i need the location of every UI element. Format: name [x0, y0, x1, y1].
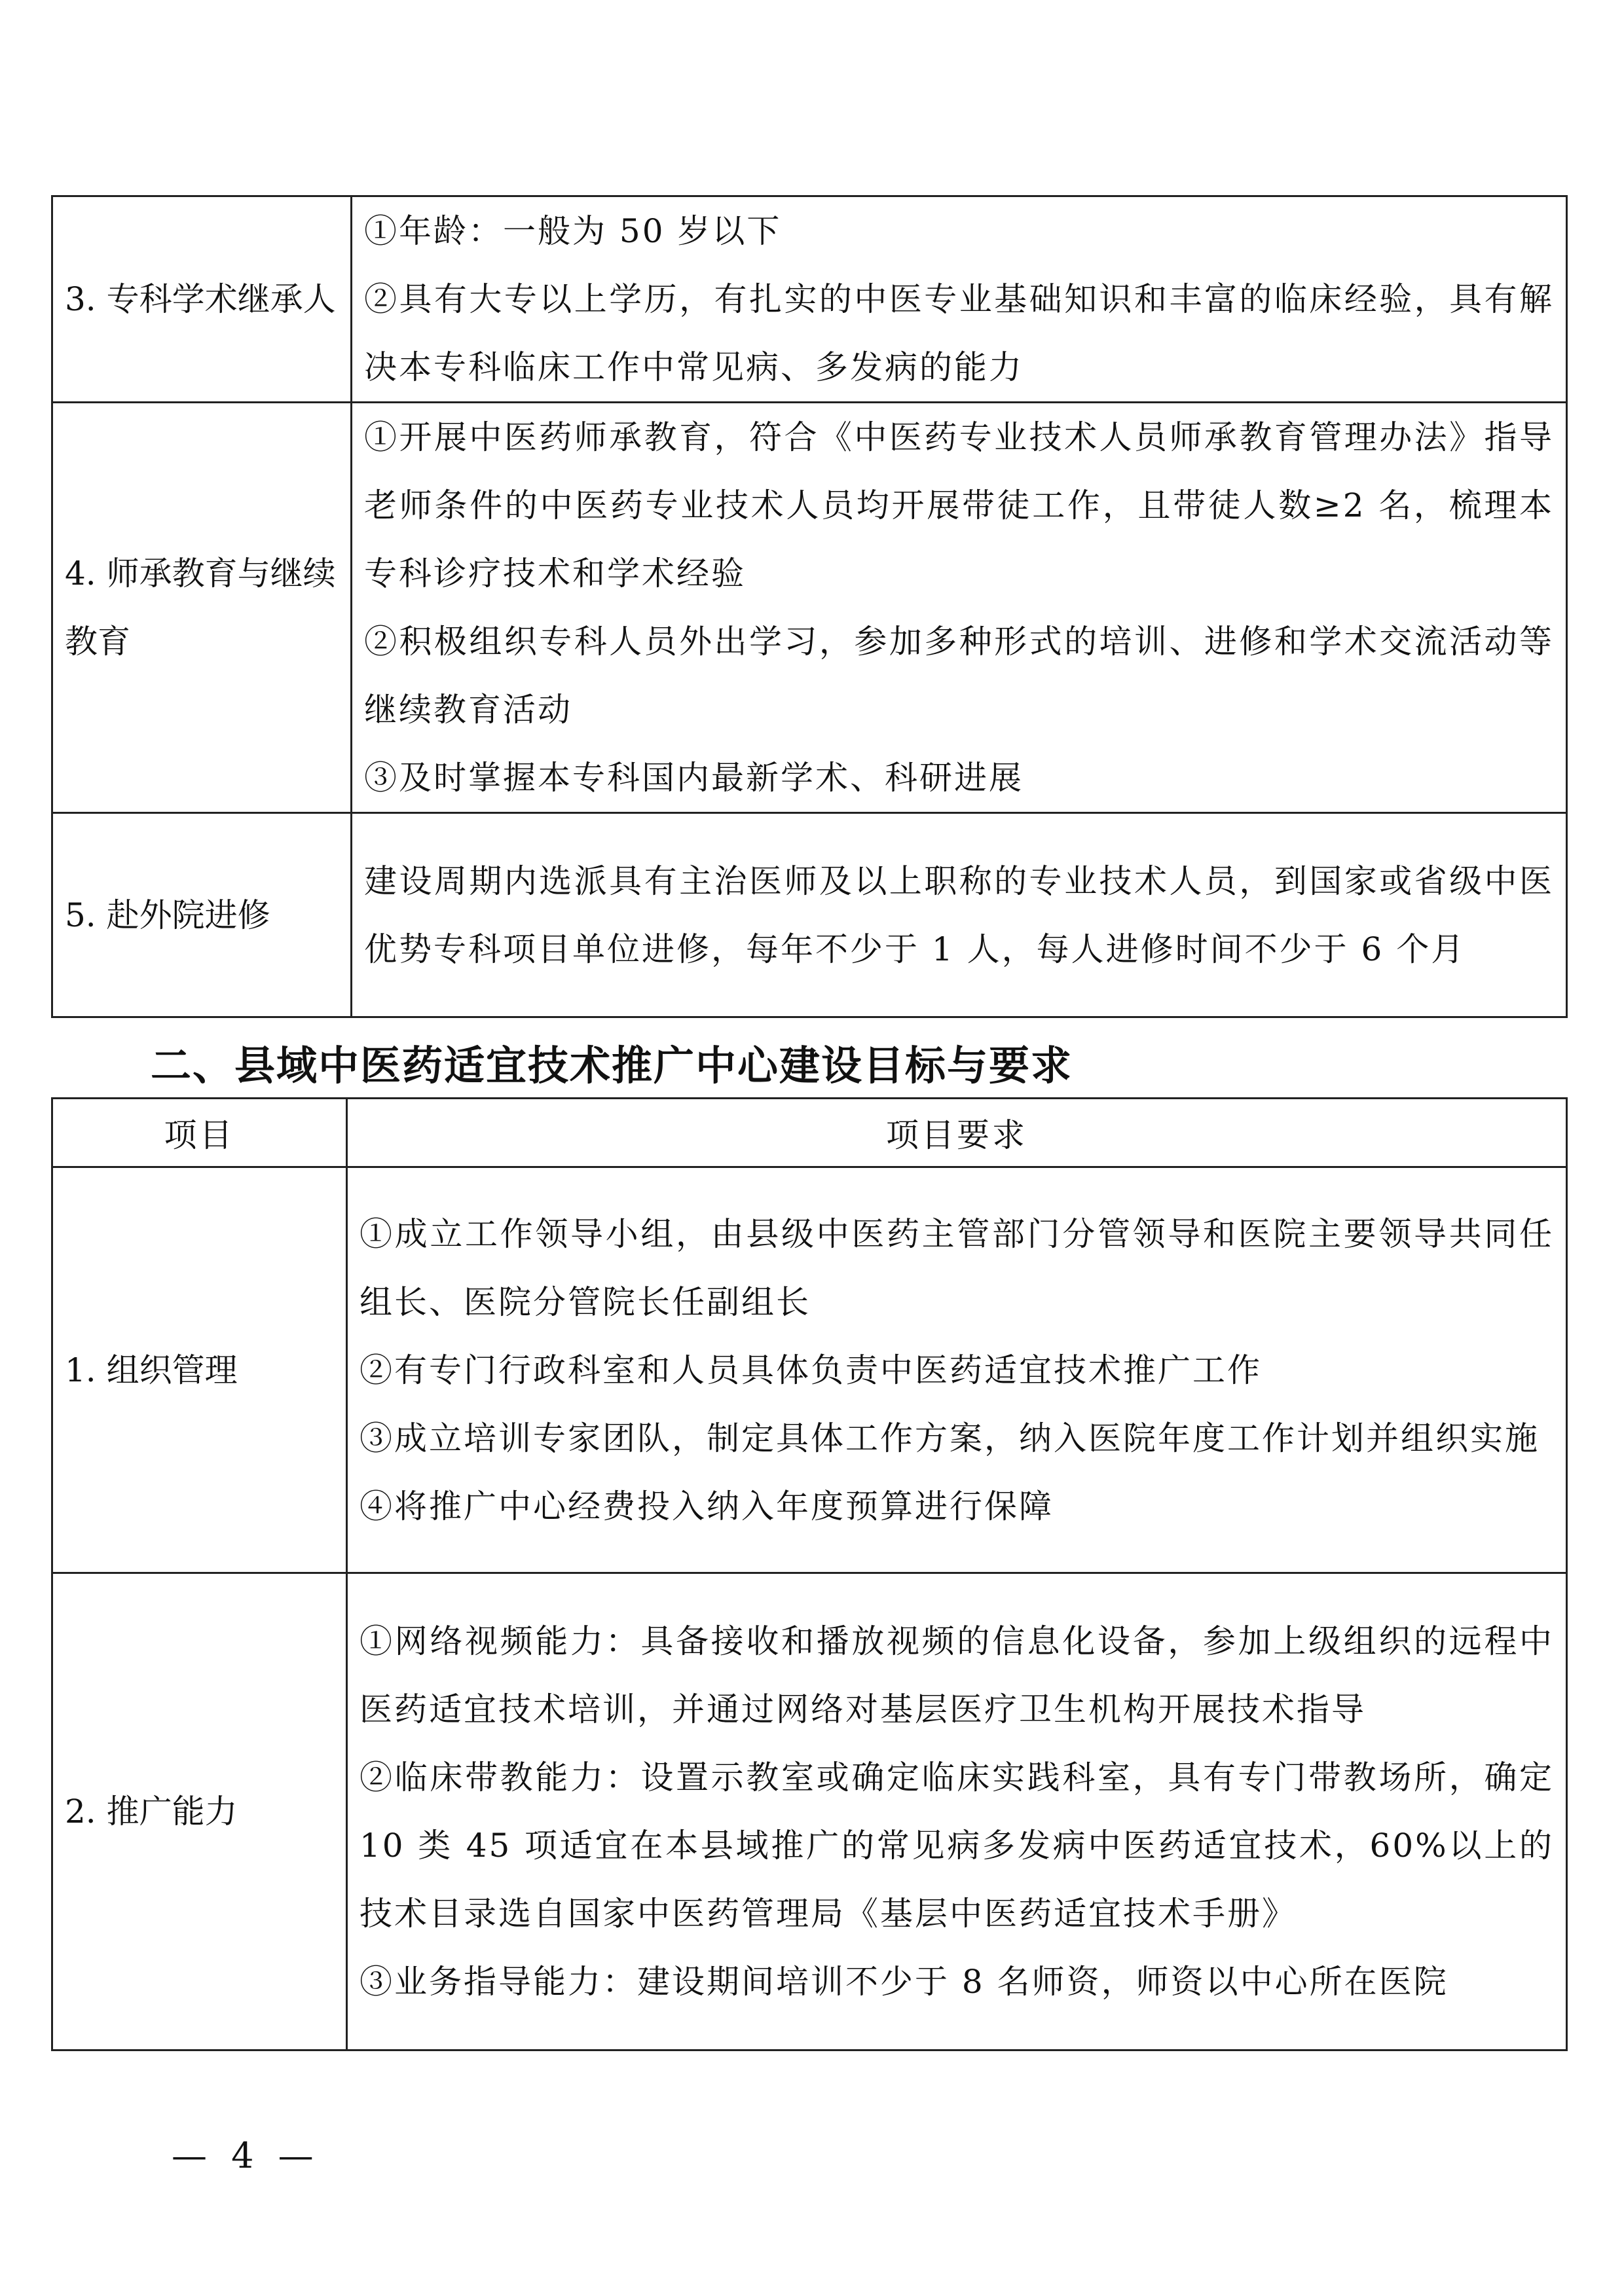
requirements-table: [51, 1097, 1568, 2051]
requirement-text: ②有专门行政科室和人员具体负责中医药适宜技术推广工作: [360, 1351, 1262, 1389]
requirements-cell: [352, 403, 1567, 813]
requirement-text: ①成立工作领导小组，由县级中医药主管部门分管领导和医院主要领导共同任组长、医院分管院长任副组长: [360, 1214, 1554, 1321]
table-row: [52, 1167, 1567, 1573]
item-cell: 5. 赴外院进修: [52, 813, 352, 1017]
table-header-row: [52, 1099, 1567, 1167]
item-cell: 4. 师承教育与继续教育: [52, 403, 352, 813]
requirement-text: 建设周期内选派具有主治医师及以上职称的专业技术人员，到国家或省级中医优势专科项目单位进修，每年不少于 1 人，每人进修时间不少于 6 个月: [364, 862, 1554, 968]
item-cell: 2. 推广能力: [52, 1573, 347, 2050]
page-number: — 4 —: [172, 2135, 320, 2176]
requirement-text: ④将推广中心经费投入纳入年度预算进行保障: [360, 1487, 1054, 1525]
requirements-table-continued: [51, 195, 1568, 1018]
requirement-text: ②具有大专以上学历，有扎实的中医专业基础知识和丰富的临床经验，具有解决本专科临床工作中常见病、多发病的能力: [364, 280, 1554, 386]
requirement-text: ①开展中医药师承教育，符合《中医药专业技术人员师承教育管理办法》指导老师条件的中医药专业技术人员均开展带徒工作，且带徒人数≥2 名，梳理本专科诊疗技术和学术经验: [364, 418, 1554, 592]
requirements-cell: [347, 1573, 1567, 2050]
requirement-text: ②积极组织专科人员外出学习，参加多种形式的培训、进修和学术交流活动等继续教育活动: [364, 623, 1554, 729]
item-cell: 1. 组织管理: [52, 1167, 347, 1573]
requirements-cell: [347, 1167, 1567, 1573]
table-row: [52, 196, 1567, 403]
table-row: [52, 403, 1567, 813]
column-header-requirements: 项目要求: [347, 1099, 1567, 1167]
item-cell: 3. 专科学术继承人: [52, 196, 352, 403]
section-heading: 二、县域中医药适宜技术推广中心建设目标与要求: [151, 1042, 1073, 1089]
table-row: [52, 1573, 1567, 2050]
requirement-text: ①网络视频能力：具备接收和播放视频的信息化设备，参加上级组织的远程中医药适宜技术培训，并通过网络对基层医疗卫生机构开展技术指导: [360, 1622, 1554, 1728]
requirements-cell: [352, 196, 1567, 403]
requirement-text: ①年龄：一般为 50 岁以下: [364, 212, 782, 250]
requirement-text: ②临床带教能力：设置示教室或确定临床实践科室，具有专门带教场所，确定 10 类 45 项适宜在本县域推广的常见病多发病中医药适宜技术，60%以上的技术目录选自国家中医药管理局《基层中医药适宜技术手册》: [360, 1758, 1554, 1933]
column-header-item: 项目: [52, 1099, 347, 1167]
table-row: [52, 813, 1567, 1017]
requirement-text: ③及时掌握本专科国内最新学术、科研进展: [364, 759, 1024, 797]
requirement-text: ③成立培训专家团队，制定具体工作方案，纳入医院年度工作计划并组织实施: [360, 1419, 1540, 1457]
requirements-cell: [352, 813, 1567, 1017]
requirement-text: ③业务指导能力：建设期间培训不少于 8 名师资，师资以中心所在医院: [360, 1963, 1449, 2001]
